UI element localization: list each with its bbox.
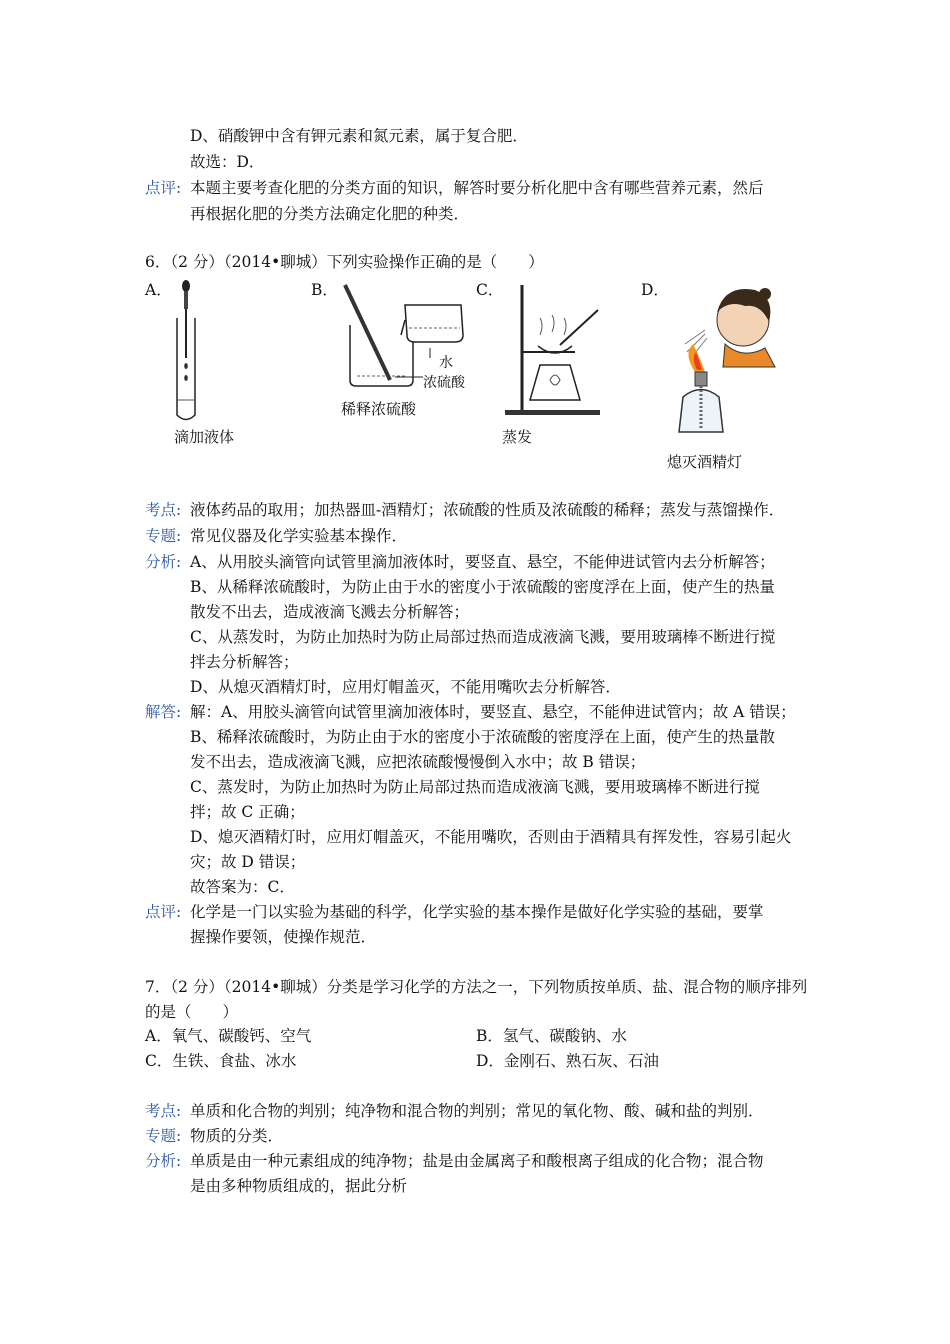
prev-option-d-text: D、硝酸钾中含有钾元素和氮元素，属于复合肥．: [190, 127, 528, 145]
q6-jieda-line: C、蒸发时，为防止加热时为防止局部过热而造成液滴飞溅，要用玻璃棒不断进行搅: [190, 778, 760, 796]
q6-kaodian: 液体药品的取用；加热器皿-酒精灯；浓硫酸的性质及浓硫酸的稀释；蒸发与蒸馏操作．: [190, 501, 785, 519]
q7-zhuanti-tag: 专题:: [145, 1127, 182, 1145]
q6-kaodian-tag: 考点:: [145, 501, 182, 519]
q6-fenxi-line: 散发不出去，造成液滴飞溅去分析解答；: [190, 603, 470, 621]
q6-fenxi-tag: 分析:: [145, 553, 182, 571]
prev-review-line-1: 本题主要考查化肥的分类方面的知识，解答时要分析化肥中含有哪些营养元素，然后: [190, 179, 764, 197]
q7-option-b: B．氢气、碳酸钠、水: [476, 1027, 627, 1045]
q7-option-c: C．生铁、食盐、冰水: [145, 1052, 297, 1070]
q7-stem-line-1: 7．（2 分）（2014•聊城）分类是学习化学的方法之一，下列物质按单质、盐、混合物的顺序排列: [145, 978, 808, 996]
prev-review-tag: 点评:: [145, 179, 182, 197]
q6-jieda-tag: 解答:: [145, 703, 182, 721]
q7-kaodian-tag: 考点:: [145, 1102, 182, 1120]
q6-jieda-line: 发不出去，造成液滴飞溅，应把浓硫酸慢慢倒入水中；故 B 错误；: [190, 753, 646, 771]
q6-jieda-line: 故答案为：C．: [190, 878, 295, 896]
q6-jieda-line: 灾；故 D 错误；: [190, 853, 306, 871]
q7-stem-line-2: 的是（ ）: [145, 1003, 239, 1021]
q6-option-d-letter: D．: [641, 281, 669, 299]
q6-fenxi-line: 拌去分析解答；: [190, 653, 299, 671]
q6-option-b-letter: B．: [311, 281, 338, 299]
q6-fenxi-line: A、从用胶头滴管向试管里滴加液体时，要竖直、悬空，不能伸进试管内去分析解答；: [190, 553, 775, 571]
q6-zhuanti: 常见仪器及化学实验基本操作．: [190, 527, 408, 545]
q6-jieda-line: 拌；故 C 正确；: [190, 803, 305, 821]
q6-figure-b-water-label: 水: [439, 355, 453, 371]
q6-figure-c-evaporation: [500, 280, 610, 420]
q7-option-a: A．氧气、碳酸钙、空气: [145, 1027, 312, 1045]
q6-dianping-line: 握操作要领，使操作规范．: [190, 928, 377, 946]
q6-figure-a-dropper: [165, 278, 225, 428]
q6-dianping-line: 化学是一门以实验为基础的科学，化学实验的基本操作是做好化学实验的基础，要掌: [190, 903, 764, 921]
q7-zhuanti: 物质的分类．: [190, 1127, 284, 1145]
prev-review-line-2: 再根据化肥的分类方法确定化肥的种类．: [190, 205, 470, 223]
q6-zhuanti-tag: 专题:: [145, 527, 182, 545]
q6-fenxi-line: C、从蒸发时，为防止加热时为防止局部过热而造成液滴飞溅，要用玻璃棒不断进行搅: [190, 628, 776, 646]
prev-answer: 故选：D．: [190, 153, 265, 171]
q6-figure-d-label: 熄灭酒精灯: [667, 453, 743, 471]
q7-fenxi-line: 单质是由一种元素组成的纯净物；盐是由金属离子和酸根离子组成的化合物；混合物: [190, 1152, 764, 1170]
q6-jieda-line: B、稀释浓硫酸时，为防止由于水的密度小于浓硫酸的密度浮在上面，使产生的热量散: [190, 728, 775, 746]
q6-jieda-line: D、熄灭酒精灯时，应用灯帽盖灭，不能用嘴吹，否则由于酒精具有挥发性，容易引起火: [190, 828, 792, 846]
q6-jieda-line: 解：A、用胶头滴管向试管里滴加液体时，要竖直、悬空，不能伸进试管内；故 A 错误；: [190, 703, 796, 721]
q6-figure-b-dilution: [335, 280, 485, 392]
q6-figure-d-blowing-lamp: [665, 282, 785, 447]
q6-option-c-letter: C．: [476, 281, 504, 299]
q6-figure-b-label: 稀释浓硫酸: [341, 400, 417, 418]
q6-figure-a-label: 滴加液体: [174, 428, 235, 446]
q7-fenxi-tag: 分析:: [145, 1152, 182, 1170]
q6-fenxi-line: B、从稀释浓硫酸时，为防止由于水的密度小于浓硫酸的密度浮在上面，使产生的热量: [190, 578, 775, 596]
q6-figure-b-acid-label: 浓硫酸: [423, 375, 465, 391]
q6-fenxi-line: D、从熄灭酒精灯时，应用灯帽盖灭，不能用嘴吹去分析解答．: [190, 678, 621, 696]
q7-kaodian: 单质和化合物的判别；纯净物和混合物的判别；常见的氧化物、酸、碱和盐的判别．: [190, 1102, 764, 1120]
q6-stem: 6．（2 分）（2014•聊城）下列实验操作正确的是（ ）: [145, 253, 544, 271]
q6-figure-c-label: 蒸发: [502, 428, 533, 446]
q7-option-d: D．金刚石、熟石灰、石油: [476, 1052, 659, 1070]
q6-option-a-letter: A．: [145, 281, 172, 299]
q7-fenxi-line: 是由多种物质组成的，据此分析: [190, 1177, 408, 1195]
q6-dianping-tag: 点评:: [145, 903, 182, 921]
